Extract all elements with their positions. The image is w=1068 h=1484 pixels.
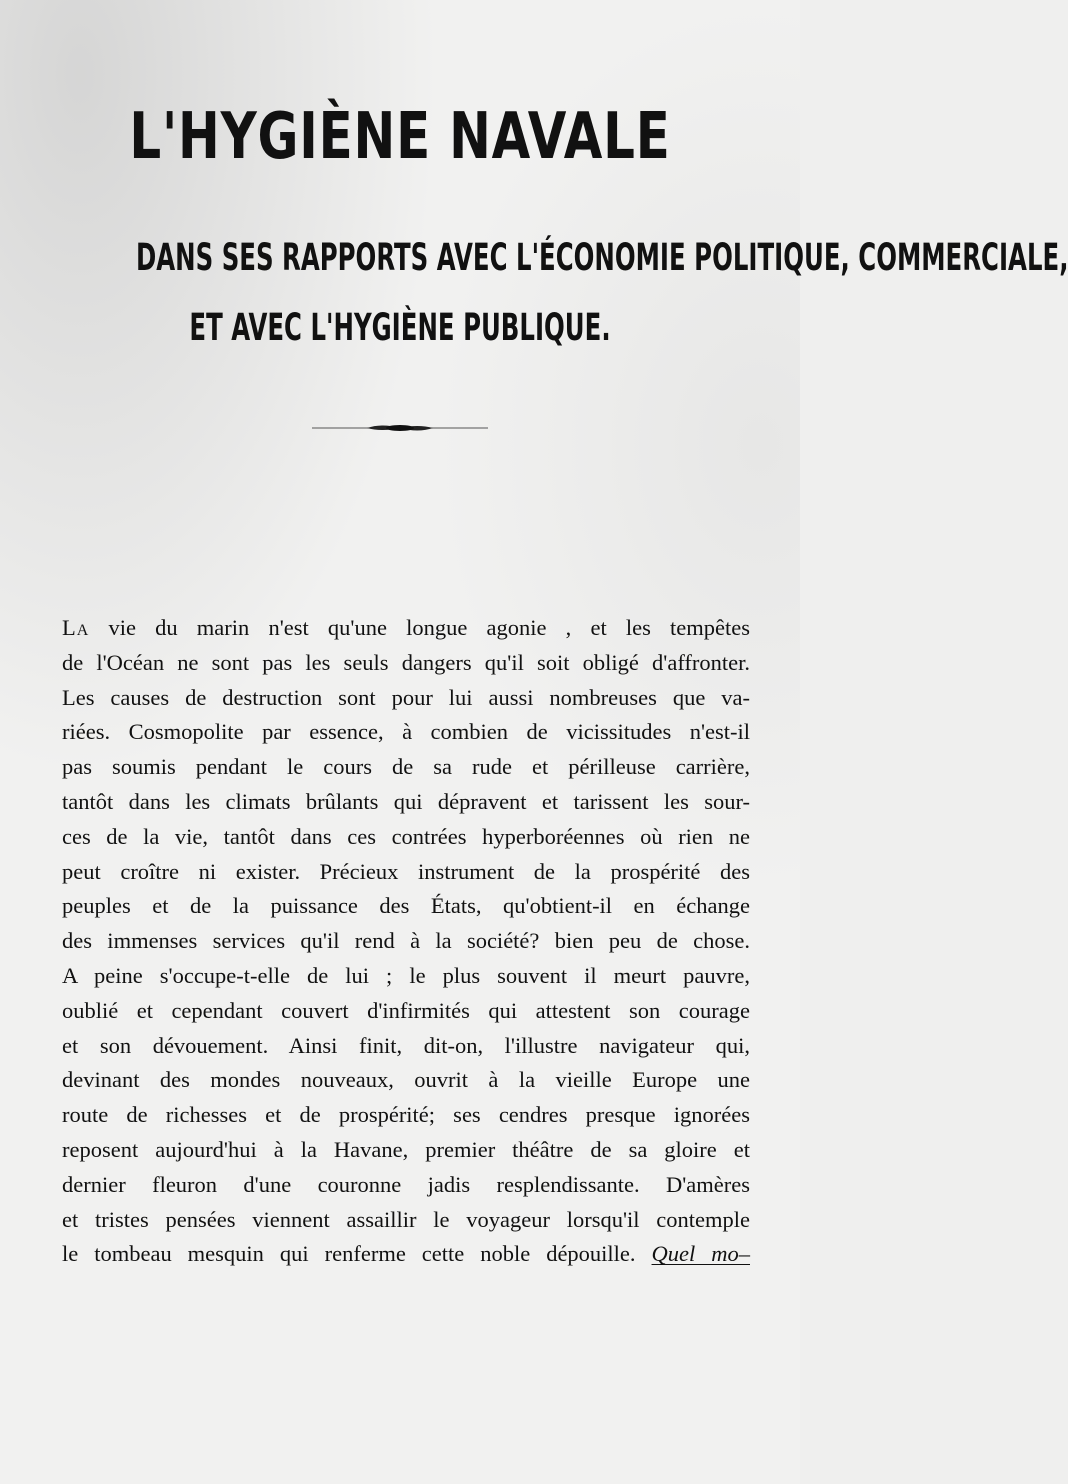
text-line: des immenses services qu'il rend à la société? bien peu de chose. — [62, 928, 750, 954]
text-line: de l'Océan ne sont pas les seuls dangers qu'il soit obligé d'affronter. — [62, 649, 750, 675]
subtitle-line-1: DANS SES RAPPORTS AVEC L'ÉCONOMIE POLITIQUE, COMMERCIALE, — [136, 236, 1068, 279]
subtitle-line-2: ET AVEC L'HYGIÈNE PUBLIQUE. — [189, 306, 611, 349]
text-line: oublié et cependant couvert d'infirmités qui attestent son courage — [62, 997, 750, 1023]
divider-ornament — [312, 422, 488, 434]
body-paragraph — [62, 611, 750, 1272]
text-line: reposent aujourd'hui à la Havane, premier théâtre de sa gloire et — [62, 1136, 750, 1162]
text-line: peut croître ni exister. Précieux instrument de la prospérité des — [62, 858, 750, 884]
text-line: et tristes pensées viennent assaillir le voyageur lorsqu'il contemple — [62, 1206, 750, 1232]
lead-word: La — [62, 615, 90, 640]
text-line: Les causes de destruction sont pour lui aussi nombreuses que va- — [62, 684, 750, 710]
text-line: dernier fleuron d'une couronne jadis resplendissante. D'amères — [62, 1171, 750, 1197]
text-line: pas soumis pendant le cours de sa rude et périlleuse carrière, — [62, 754, 750, 780]
text-line: ces de la vie, tantôt dans ces contrées hyperboréennes où rien ne — [62, 823, 750, 849]
text-line: route de richesses et de prospérité; ses cendres presque ignorées — [62, 1102, 750, 1128]
page-title: L'HYGIÈNE NAVALE — [129, 100, 671, 174]
text-line: riées. Cosmopolite par essence, à combien de vicissitudes n'est-il — [62, 719, 750, 745]
text-line: peuples et de la puissance des États, qu'obtient-il en échange — [62, 893, 750, 919]
text-line: devinant des mondes nouveaux, ouvrit à la vieille Europe une — [62, 1067, 750, 1093]
text-line: A peine s'occupe-t-elle de lui ; le plus souvent il meurt pauvre, — [62, 962, 750, 988]
text-line: tantôt dans les climats brûlants qui dépravent et tarissent les sour- — [62, 788, 750, 814]
text-line: La vie du marin n'est qu'une longue agonie , et les tempêtes — [62, 615, 750, 640]
text-line: le tombeau mesquin qui renferme cette noble dépouille. Quel mo– — [62, 1241, 750, 1267]
continuation-text: Quel mo– — [651, 1241, 750, 1267]
text-line: et son dévouement. Ainsi finit, dit-on, l'illustre navigateur qui, — [62, 1032, 750, 1058]
